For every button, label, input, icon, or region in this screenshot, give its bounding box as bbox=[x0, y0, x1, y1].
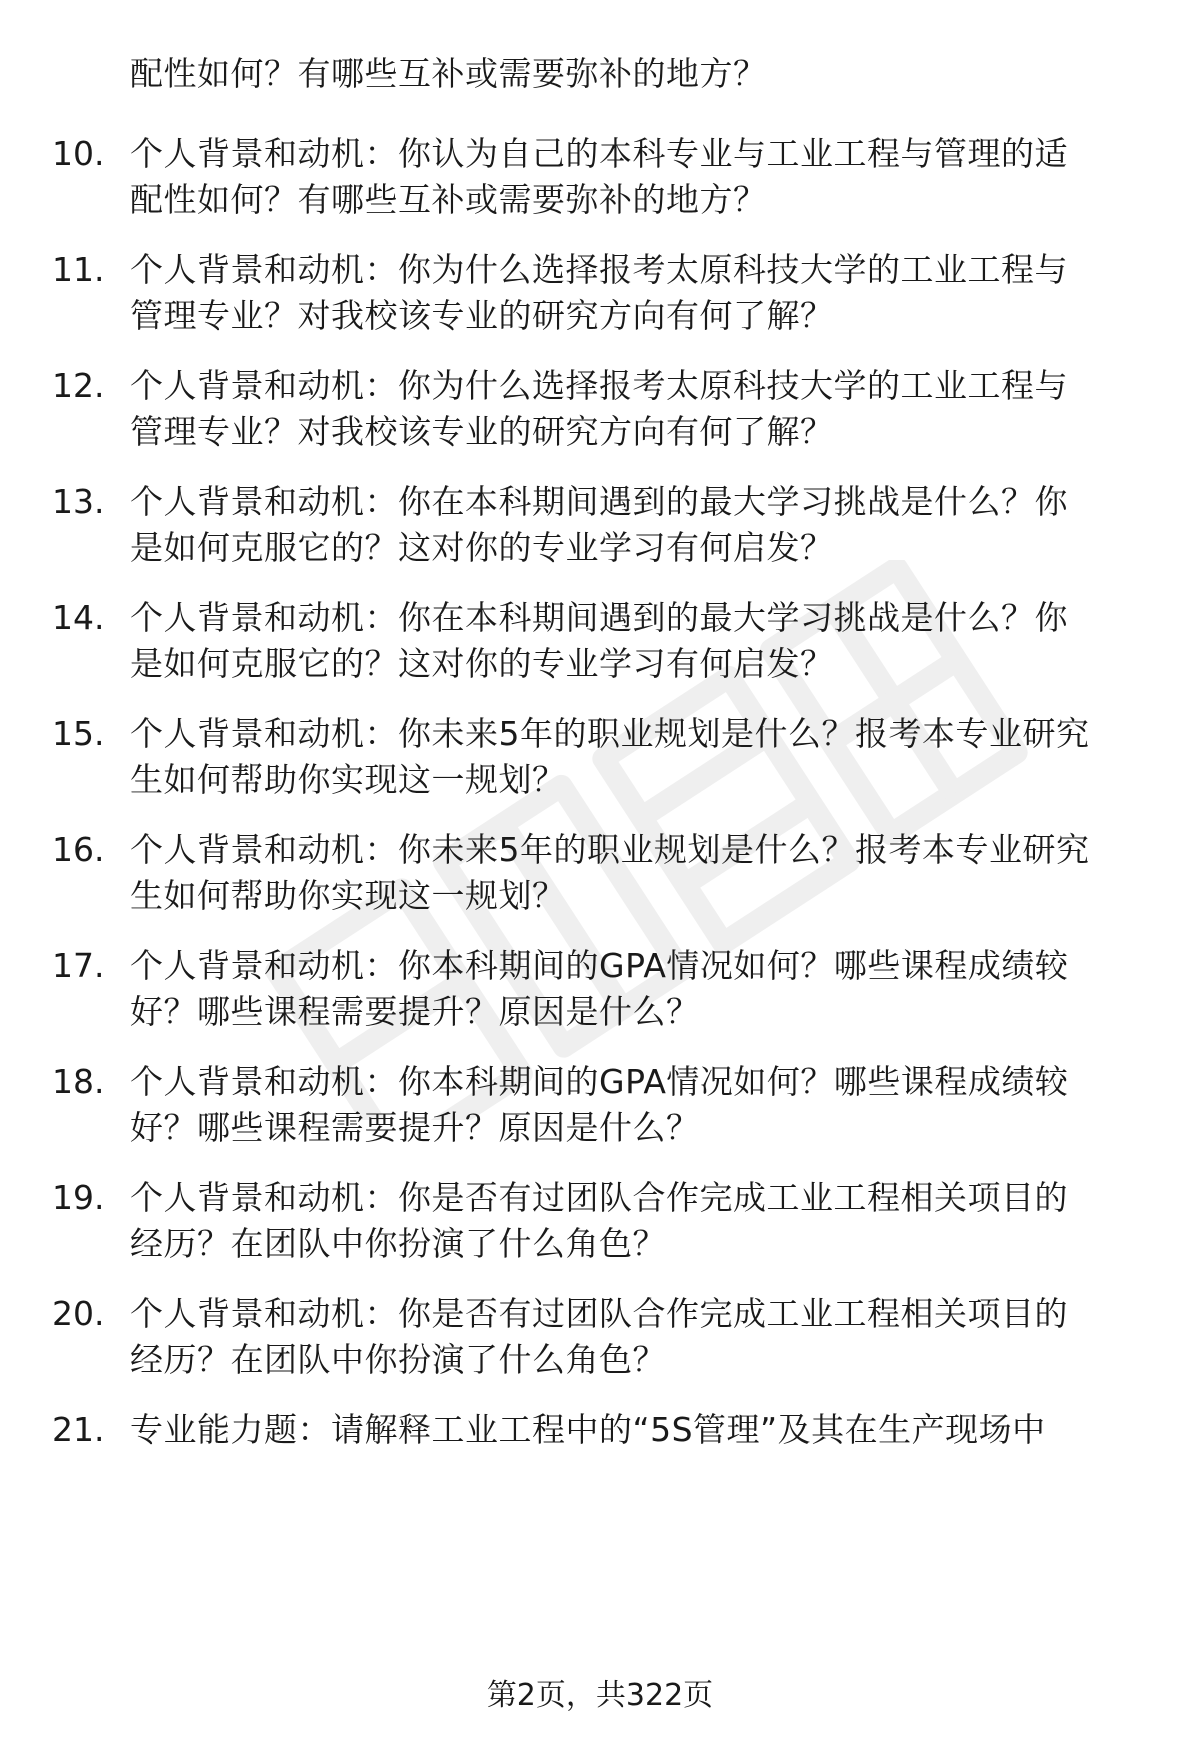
item-number: 19. bbox=[52, 1178, 105, 1217]
item-number: 11. bbox=[52, 250, 105, 289]
item-number: 15. bbox=[52, 714, 105, 753]
item-text-line1: 个人背景和动机：你在本科期间遇到的最大学习挑战是什么？你 bbox=[130, 598, 1068, 637]
item-text-line2: 生如何帮助你实现这一规划？ bbox=[130, 876, 566, 915]
item-text-line2: 管理专业？对我校该专业的研究方向有何了解？ bbox=[130, 412, 834, 451]
item-text-line1: 个人背景和动机：你认为自己的本科专业与工业工程与管理的适 bbox=[130, 134, 1068, 173]
item-number: 20. bbox=[52, 1294, 105, 1333]
item-text-line1: 专业能力题：请解释工业工程中的“5S管理”及其在生产现场中 bbox=[130, 1410, 1046, 1449]
item-text-line1: 个人背景和动机：你本科期间的GPA情况如何？哪些课程成绩较 bbox=[130, 1062, 1069, 1101]
page-footer: 第2页，共322页 bbox=[486, 1678, 714, 1713]
item-number: 13. bbox=[52, 482, 105, 521]
item-number: 14. bbox=[52, 598, 105, 637]
item-text-line1: 个人背景和动机：你未来5年的职业规划是什么？报考本专业研究 bbox=[130, 714, 1090, 753]
item-number: 12. bbox=[52, 366, 105, 405]
item-number: 17. bbox=[52, 946, 105, 985]
item-text-line1: 个人背景和动机：你本科期间的GPA情况如何？哪些课程成绩较 bbox=[130, 946, 1069, 985]
item-text-line2: 经历？在团队中你扮演了什么角色？ bbox=[130, 1224, 666, 1263]
item-text-line2: 生如何帮助你实现这一规划？ bbox=[130, 760, 566, 799]
item-text-line2: 好？哪些课程需要提升？原因是什么？ bbox=[130, 1108, 700, 1147]
item-text-line2: 管理专业？对我校该专业的研究方向有何了解？ bbox=[130, 296, 834, 335]
item-text-line1: 个人背景和动机：你为什么选择报考太原科技大学的工业工程与 bbox=[130, 366, 1068, 405]
item-number: 10. bbox=[52, 134, 105, 173]
item-text-line1: 个人背景和动机：你是否有过团队合作完成工业工程相关项目的 bbox=[130, 1294, 1068, 1333]
item-number: 21. bbox=[52, 1410, 105, 1449]
item-number: 16. bbox=[52, 830, 105, 869]
item-text-line2: 是如何克服它的？这对你的专业学习有何启发？ bbox=[130, 644, 834, 683]
item-text-line1: 个人背景和动机：你未来5年的职业规划是什么？报考本专业研究 bbox=[130, 830, 1090, 869]
item-text-line2: 配性如何？有哪些互补或需要弥补的地方？ bbox=[130, 180, 767, 219]
item-text-line2: 好？哪些课程需要提升？原因是什么？ bbox=[130, 992, 700, 1031]
item-text-line1: 个人背景和动机：你是否有过团队合作完成工业工程相关项目的 bbox=[130, 1178, 1068, 1217]
item-text-line1: 个人背景和动机：你在本科期间遇到的最大学习挑战是什么？你 bbox=[130, 482, 1068, 521]
item-text-line1: 个人背景和动机：你为什么选择报考太原科技大学的工业工程与 bbox=[130, 250, 1068, 289]
item-number: 18. bbox=[52, 1062, 105, 1101]
continuation-line: 配性如何？有哪些互补或需要弥补的地方？ bbox=[130, 54, 767, 93]
item-text-line2: 经历？在团队中你扮演了什么角色？ bbox=[130, 1340, 666, 1379]
item-text-line2: 是如何克服它的？这对你的专业学习有何启发？ bbox=[130, 528, 834, 567]
